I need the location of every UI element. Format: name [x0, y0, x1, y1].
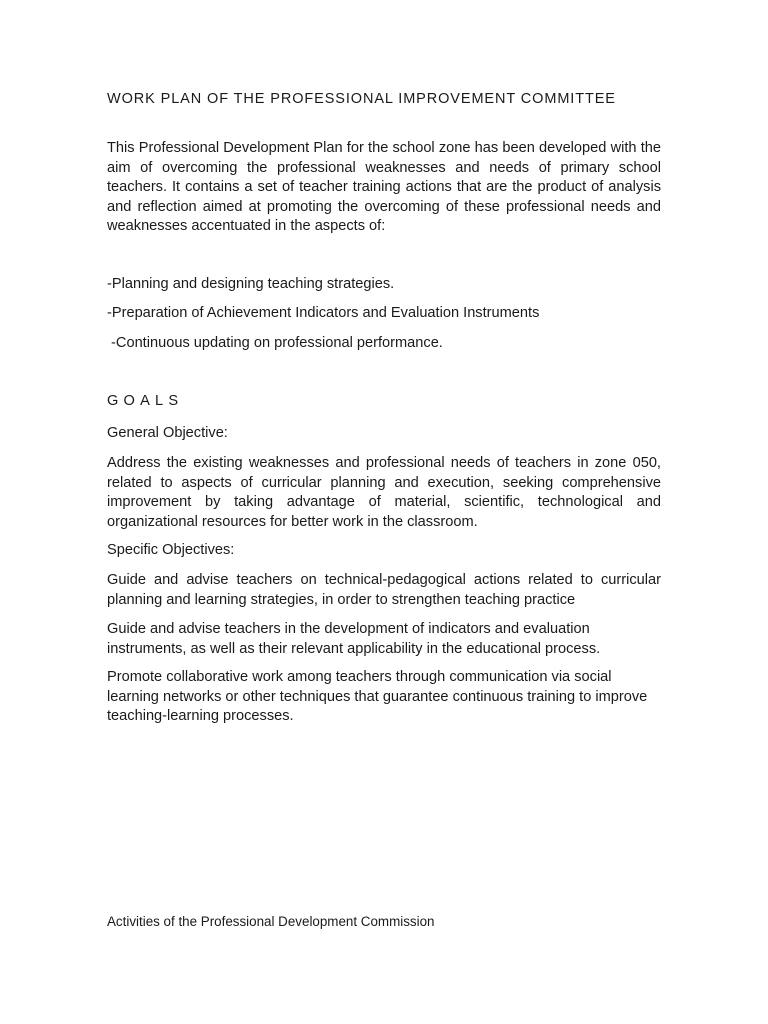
- footer-heading: Activities of the Professional Development Commission: [107, 914, 435, 929]
- document-title: WORK PLAN OF THE PROFESSIONAL IMPROVEMENT COMMITTEE: [107, 91, 616, 107]
- document-page: [107, 0, 661, 1024]
- aspect-item: -Planning and designing teaching strategies.: [107, 276, 395, 292]
- specific-objective-item: Promote collaborative work among teachers through communication via social learning networks or other techniques that guarantee continuous training to improve teaching-learning processes.: [107, 669, 648, 724]
- specific-objective-item: Guide and advise teachers in the development of indicators and evaluation instruments, as well as their relevant applicability in the educational process.: [107, 621, 601, 657]
- aspect-item: -Continuous updating on professional performance.: [107, 335, 443, 351]
- specific-objective-item: Guide and advise teachers on technical-pedagogical actions related to curricular planning and learning strategies, in order to strengthen teaching practice: [107, 572, 661, 608]
- specific-objectives-label: Specific Objectives:: [107, 542, 235, 558]
- general-objective-label: General Objective:: [107, 425, 228, 441]
- goals-heading: GOALS: [107, 393, 184, 409]
- aspect-item: -Preparation of Achievement Indicators and Evaluation Instruments: [107, 305, 540, 321]
- intro-paragraph: This Professional Development Plan for the school zone has been developed with the aim of overcoming the professional weaknesses and needs of primary school teachers. It contains a set of teacher training actions that are the product of analysis and reflection aimed at promoting the overcoming of these professional needs and weaknesses accentuated in the aspects of:: [107, 140, 661, 234]
- general-objective-text: Address the existing weaknesses and professional needs of teachers in zone 050, related to aspects of curricular planning and execution, seeking comprehensive improvement by taking advantage of material, scientific, technological and organizational resources for better work in the classroom.: [107, 455, 661, 530]
